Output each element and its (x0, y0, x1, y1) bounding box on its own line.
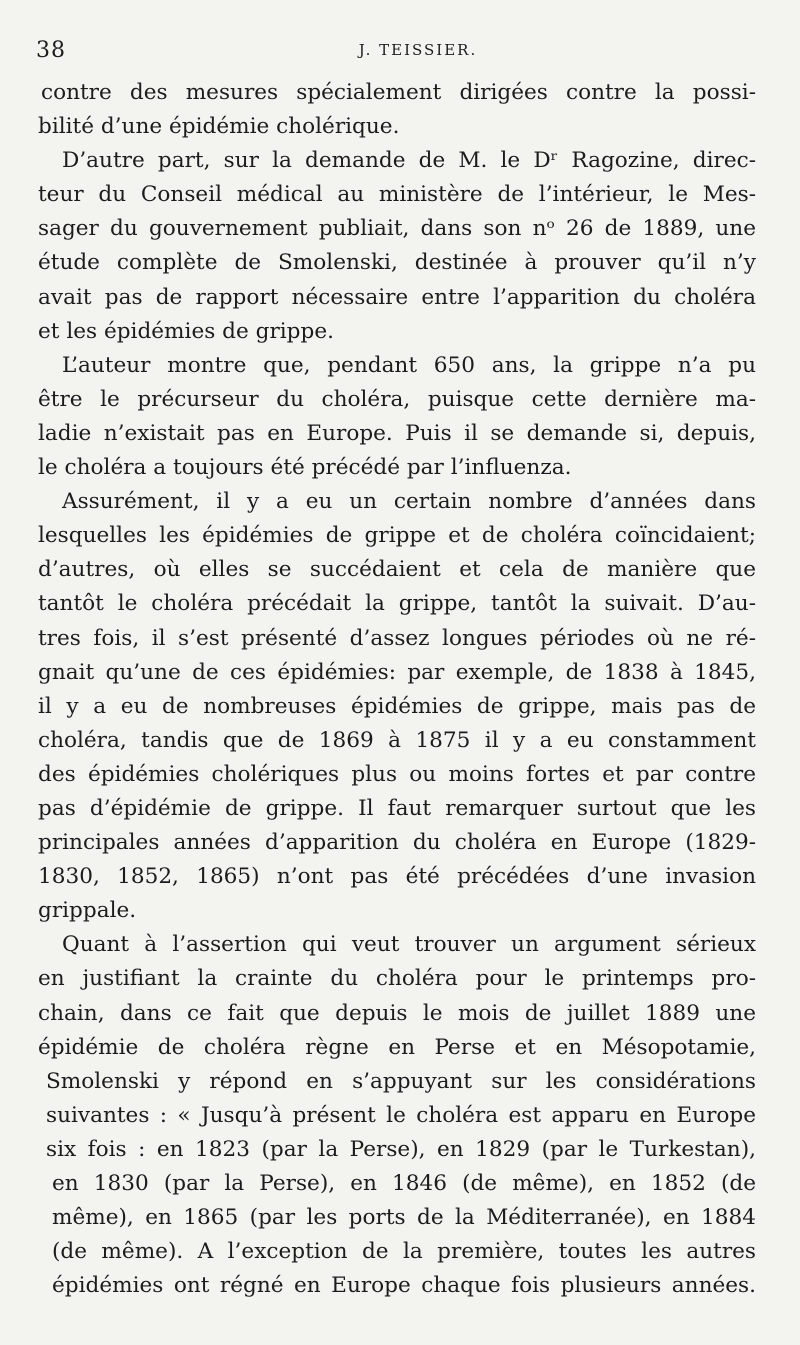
text-line: des épidémies cholériques plus ou moins fortes et par contre (38, 761, 756, 787)
text-line: lesquelles les épidémies de grippe et de choléra coïncidaient; (38, 523, 756, 549)
text-line: Quant à l’assertion qui veut trouver un argument sérieux (62, 932, 756, 958)
text-line: il y a eu de nombreuses épidémies de grippe, mais pas de (38, 693, 756, 719)
text-line: étude complète de Smolenski, destinée à prouver qu’il n’y (38, 250, 756, 276)
text-line: choléra, tandis que de 1869 à 1875 il y a eu constamment (38, 727, 756, 753)
text-line: teur du Conseil médical au ministère de l’intérieur, le Mes- (38, 182, 756, 208)
running-title: J. TEISSIER. (358, 41, 478, 59)
text-line: Smolenski y répond en s’appuyant sur les considérations (46, 1068, 756, 1094)
text-line: pas d’épidémie de grippe. Il faut remarquer surtout que les (38, 795, 756, 821)
text-line: en 1830 (par la Perse), en 1846 (de même), en 1852 (de (52, 1171, 756, 1196)
paragraph (38, 928, 756, 1303)
text-line: tres fois, il s’est présenté d’assez longues périodes où ne ré- (38, 625, 756, 651)
text-line: même), en 1865 (par les ports de la Méditerranée), en 1884 (52, 1205, 756, 1231)
text-line: contre des mesures spécialement dirigées contre la possi- (41, 80, 756, 105)
text-line: D’autre part, sur la demande de M. le Dʳ Ragozine, direc- (62, 148, 756, 174)
text-line: chain, dans ce fait que depuis le mois de juillet 1889 une (38, 1000, 756, 1026)
text-line: bilité d’une épidémie cholérique. (38, 114, 400, 140)
text-line: épidémies ont régné en Europe chaque fois plusieurs années. (52, 1273, 756, 1299)
text-line: sager du gouvernement publiait, dans son nᵒ 26 de 1889, une (38, 216, 756, 242)
paragraph (38, 485, 756, 928)
text-line: Assurément, il y a eu un certain nombre d’années dans (62, 489, 756, 515)
text-line: gnait qu’une de ces épidémies: par exemple, de 1838 à 1845, (38, 659, 756, 685)
text-line: L’auteur montre que, pendant 650 ans, la grippe n’a pu (62, 352, 756, 378)
text-line: grippale. (38, 898, 137, 924)
paragraph (38, 76, 756, 144)
text-line: tantôt le choléra précédait la grippe, tantôt la suivait. D’au- (38, 591, 756, 617)
text-line: le choléra a toujours été précédé par l’influenza. (38, 455, 572, 481)
page-number: 38 (36, 38, 66, 63)
paragraph (38, 144, 756, 349)
text-line: avait pas de rapport nécessaire entre l’apparition du choléra (38, 284, 756, 310)
body-text (38, 76, 756, 1303)
text-line: principales années d’apparition du choléra en Europe (1829- (38, 830, 756, 856)
text-line: 1830, 1852, 1865) n’ont pas été précédées d’une invasion (38, 864, 756, 890)
text-line: épidémie de choléra règne en Perse et en Mésopotamie, (38, 1034, 756, 1060)
text-line: suivantes : « Jusqu’à présent le choléra est apparu en Europe (46, 1102, 756, 1128)
text-line: ladie n’existait pas en Europe. Puis il se demande si, depuis, (38, 420, 756, 446)
paragraph (38, 349, 756, 485)
text-line: six fois : en 1823 (par la Perse), en 1829 (par le Turkestan), (46, 1136, 756, 1162)
running-head (36, 30, 760, 70)
text-line: et les épidémies de grippe. (38, 318, 334, 344)
text-line: en justifiant la crainte du choléra pour le printemps pro- (38, 966, 756, 992)
text-line: (de même). A l’exception de la première, toutes les autres (52, 1239, 756, 1265)
text-line: être le précurseur du choléra, puisque cette dernière ma- (38, 386, 756, 412)
text-line: d’autres, où elles se succédaient et cela de manière que (38, 557, 756, 583)
